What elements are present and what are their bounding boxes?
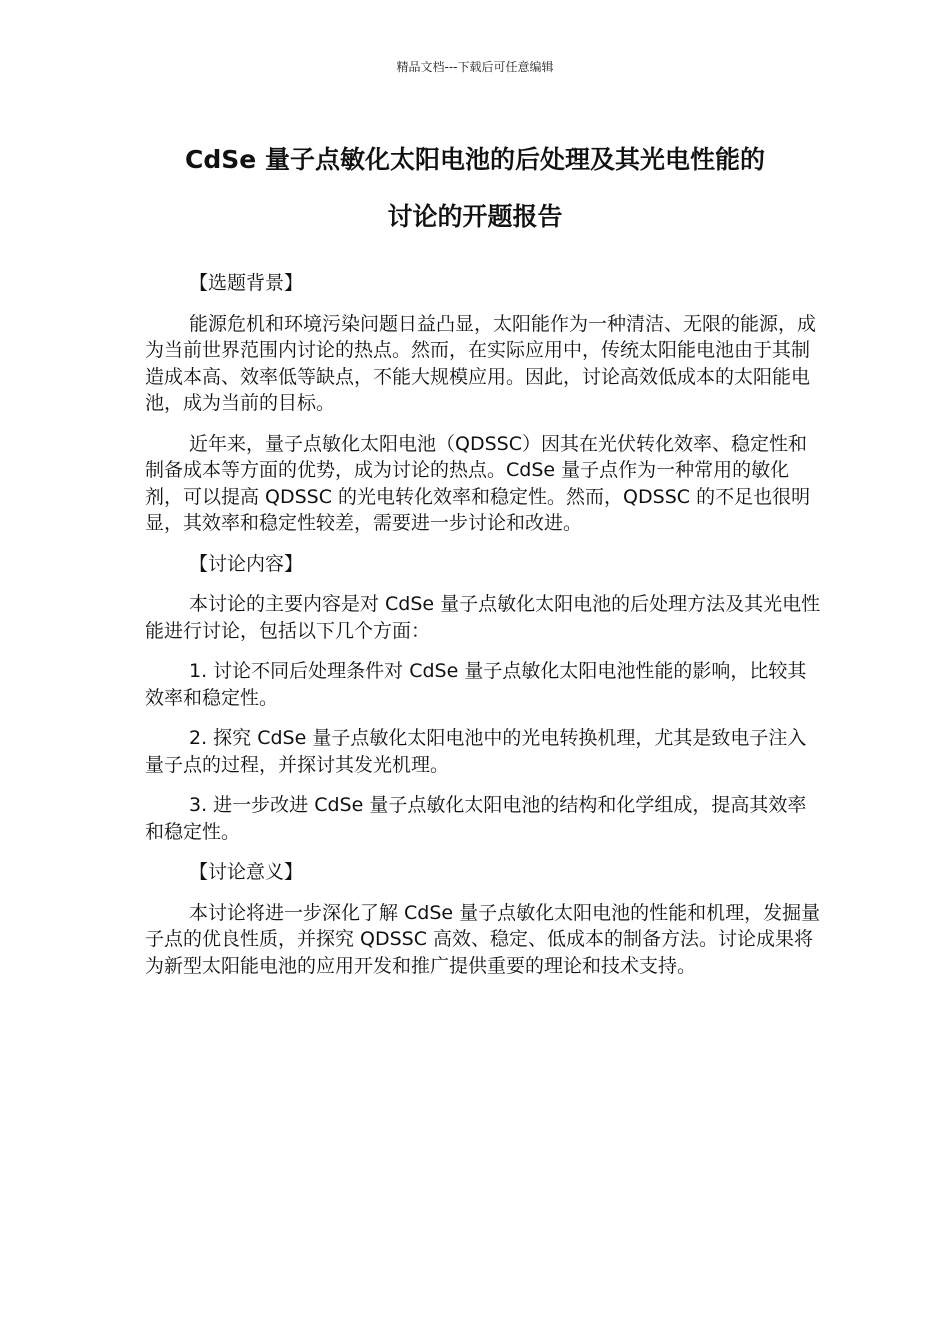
section-heading-background: 【选题背景】 (189, 272, 304, 294)
content-intro-paragraph: 本讨论的主要内容是对 CdSe 量子点敏化太阳电池的后处理方法及其光电性能进行讨论，包括以下几个方面： (145, 593, 821, 642)
significance-paragraph: 本讨论将进一步深化了解 CdSe 量子点敏化太阳电池的性能和机理，发掘量子点的优良性质，并探究 QDSSC 高效、稳定、低成本的制备方法。讨论成果将为新型太阳能电池的应用开发和推广提供重要的理论和技术支持。 (145, 901, 821, 977)
content-list-item-1: 1. 讨论不同后处理条件对 CdSe 量子点敏化太阳电池性能的影响，比较其效率和稳定性。 (145, 660, 807, 709)
section-heading-content: 【讨论内容】 (189, 552, 304, 575)
document-title-line-2: 讨论的开题报告 (387, 202, 563, 231)
document-title-line-1: CdSe 量子点敏化太阳电池的后处理及其光电性能的 (185, 145, 765, 174)
section-heading-significance: 【讨论意义】 (189, 861, 304, 883)
background-paragraph-2: 近年来，量子点敏化太阳电池（QDSSC）因其在光伏转化效率、稳定性和制备成本等方面的优势，成为讨论的热点。CdSe 量子点作为一种常用的敏化剂，可以提高 QDSSC 的光电转化效率和稳定性。然而，QDSSC 的不足也很明显，其效率和稳定性较差，需要进一步讨论和改进。 (145, 432, 811, 534)
content-list-item-3: 3. 进一步改进 CdSe 量子点敏化太阳电池的结构和化学组成，提高其效率和稳定性。 (145, 794, 807, 843)
document-body (145, 270, 825, 993)
background-paragraph-1: 能源危机和环境污染问题日益凸显，太阳能作为一种清洁、无限的能源，成为当前世界范围内讨论的热点。然而，在实际应用中，传统太阳能电池由于其制造成本高、效率低等缺点，不能大规模应用。因此，讨论高效低成本的太阳能电池，成为当前的目标。 (145, 312, 817, 414)
header-note: 精品文档---下载后可任意编辑 (396, 60, 554, 74)
content-list-item-2: 2. 探究 CdSe 量子点敏化太阳电池中的光电转换机理，尤其是致电子注入量子点的过程，并探讨其发光机理。 (145, 727, 807, 776)
